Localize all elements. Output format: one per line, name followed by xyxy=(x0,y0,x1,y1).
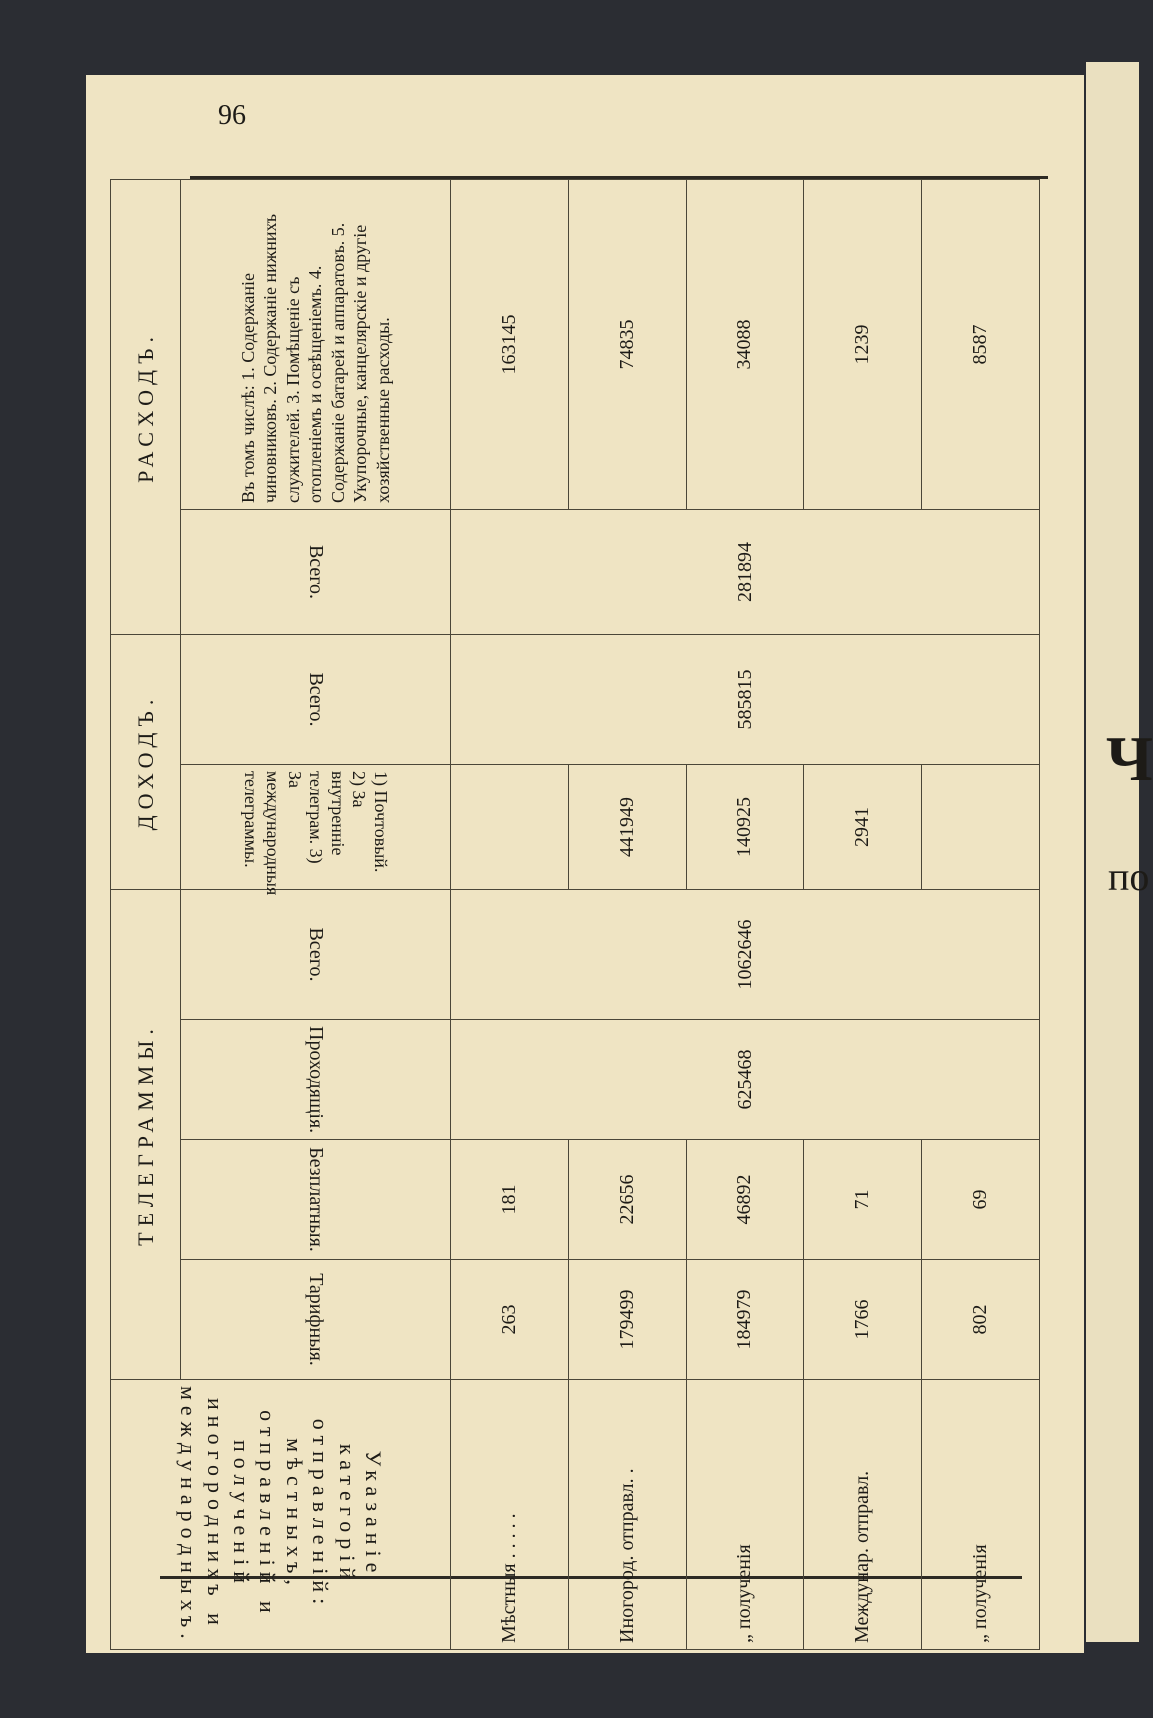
row-label: Мѣстныя . . . . . xyxy=(451,1380,569,1650)
rotated-table xyxy=(110,180,1040,1650)
free-cell: 71 xyxy=(804,1140,922,1260)
expense-cell: 34088 xyxy=(686,179,804,509)
facing-page-glyph: Ч xyxy=(1106,723,1153,794)
income-cell xyxy=(922,764,1040,889)
tariff-cell: 263 xyxy=(451,1260,569,1380)
expense-items-header: Въ томъ числѣ: 1. Содержаніе чиновниковъ. 2. Содержаніе нижнихъ служителей. 3. Помѣщеніе съ отопленіемъ и освѣщеніемъ. 4. Содержаніе батарей и аппаратовъ. 5. Укупорочные, канцелярскіе и другіе хозяйственные расходы. xyxy=(181,179,451,509)
transit-total: 625468 xyxy=(451,1020,1040,1140)
expense-total: 281894 xyxy=(451,509,1040,634)
tariff-cell: 802 xyxy=(922,1260,1040,1380)
expense-cell: 74835 xyxy=(568,179,686,509)
income-total: 585815 xyxy=(451,634,1040,764)
free-cell: 69 xyxy=(922,1140,1040,1260)
tariff-cell: 179499 xyxy=(568,1260,686,1380)
free-header: Безплатныя. xyxy=(181,1140,451,1260)
tel-total-header: Всего. xyxy=(181,889,451,1019)
telegrams-header: ТЕЛЕГРАММЫ. xyxy=(111,889,181,1379)
income-cell: 441949 xyxy=(568,764,686,889)
expense-cell: 8587 xyxy=(922,179,1040,509)
row-label: „ полученія xyxy=(686,1380,804,1650)
expense-header: РАСХОДЪ. xyxy=(111,179,181,634)
transit-header: Проходящія. xyxy=(181,1020,451,1140)
tariff-header: Тарифныя. xyxy=(181,1260,451,1380)
category-header: Указаніе категорій отправленій: мѣстныхъ, отправленій и полученій иногороднихъ и международныхъ. xyxy=(111,1380,451,1650)
expense-cell: 163145 xyxy=(451,179,569,509)
income-header: ДОХОДЪ. xyxy=(111,634,181,889)
row-label: „ полученія xyxy=(922,1380,1040,1650)
income-cell: 2941 xyxy=(804,764,922,889)
tariff-cell: 1766 xyxy=(804,1260,922,1380)
row-label: Иногород. отправл. . xyxy=(568,1380,686,1650)
expense-cell: 1239 xyxy=(804,179,922,509)
income-cell: 140925 xyxy=(686,764,804,889)
page-number: 96 xyxy=(218,100,246,131)
free-cell: 181 xyxy=(451,1140,569,1260)
expense-total-header: Всего. xyxy=(181,509,451,634)
facing-page-text: по xyxy=(1108,854,1150,899)
statistics-table xyxy=(110,179,1040,1650)
income-total-header: Всего. xyxy=(181,634,451,764)
free-cell: 46892 xyxy=(686,1140,804,1260)
table-row xyxy=(451,179,569,1649)
income-items-header: 1) Почтовый. 2) За внутренніе телеграм. 3) За международныя телеграммы. xyxy=(181,764,451,889)
tel-total: 1062646 xyxy=(451,889,1040,1019)
row-label: Междунар. отправл. xyxy=(804,1380,922,1650)
tariff-cell: 184979 xyxy=(686,1260,804,1380)
income-cell xyxy=(451,764,569,889)
free-cell: 22656 xyxy=(568,1140,686,1260)
facing-page xyxy=(1086,62,1153,1642)
